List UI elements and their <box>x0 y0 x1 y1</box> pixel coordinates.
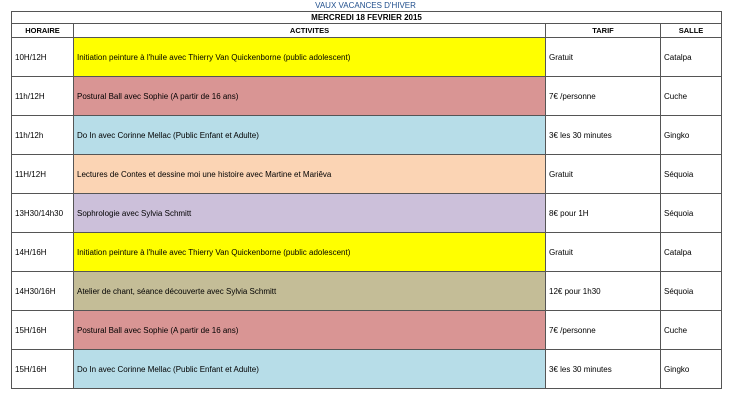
horaire-cell[interactable]: 14H/16H <box>12 233 74 272</box>
tarif-cell[interactable]: Gratuit <box>546 38 661 77</box>
tarif-cell[interactable]: 12€ pour 1h30 <box>546 272 661 311</box>
tarif-cell[interactable]: 3€ les 30 minutes <box>546 116 661 155</box>
table-row <box>12 77 722 116</box>
horaire-cell[interactable]: 15H/16H <box>12 350 74 389</box>
horaire-cell[interactable]: 10H/12H <box>12 38 74 77</box>
tarif-cell[interactable]: Gratuit <box>546 233 661 272</box>
activite-cell[interactable]: Do In avec Corinne Mellac (Public Enfant et Adulte) <box>74 116 546 155</box>
table-row <box>12 116 722 155</box>
horaire-cell[interactable]: 14H30/16H <box>12 272 74 311</box>
activite-cell[interactable]: Sophrologie avec Sylvia Schmitt <box>74 194 546 233</box>
tarif-cell[interactable]: 7€ /personne <box>546 311 661 350</box>
column-header-row <box>12 24 722 38</box>
column-header-horaire[interactable]: HORAIRE <box>12 24 74 38</box>
column-header-tarif[interactable]: TARIF <box>546 24 661 38</box>
table-row <box>12 350 722 389</box>
salle-cell[interactable]: Catalpa <box>661 38 722 77</box>
activite-cell[interactable]: Initiation peinture à l'huile avec Thierry Van Quickenborne (public adolescent) <box>74 233 546 272</box>
table-row <box>12 272 722 311</box>
tarif-cell[interactable]: Gratuit <box>546 155 661 194</box>
schedule-table <box>11 11 722 389</box>
column-header-salle[interactable]: SALLE <box>661 24 722 38</box>
tarif-cell[interactable]: 7€ /personne <box>546 77 661 116</box>
horaire-cell[interactable]: 11h/12h <box>12 116 74 155</box>
table-row <box>12 38 722 77</box>
activite-cell[interactable]: Postural Ball avec Sophie (A partir de 16 ans) <box>74 311 546 350</box>
salle-cell[interactable]: Gingko <box>661 350 722 389</box>
salle-cell[interactable]: Catalpa <box>661 233 722 272</box>
activite-cell[interactable]: Postural Ball avec Sophie (A partir de 16 ans) <box>74 77 546 116</box>
tarif-cell[interactable]: 3€ les 30 minutes <box>546 350 661 389</box>
activite-cell[interactable]: Initiation peinture à l'huile avec Thierry Van Quickenborne (public adolescent) <box>74 38 546 77</box>
salle-cell[interactable]: Séquoia <box>661 194 722 233</box>
date-row <box>12 12 722 24</box>
activite-cell[interactable]: Atelier de chant, séance découverte avec Sylvia Schmitt <box>74 272 546 311</box>
salle-cell[interactable]: Séquoia <box>661 272 722 311</box>
table-row <box>12 194 722 233</box>
horaire-cell[interactable]: 11h/12H <box>12 77 74 116</box>
horaire-cell[interactable]: 13H30/14h30 <box>12 194 74 233</box>
sheet-title: VAUX VACANCES D'HIVER <box>315 1 416 10</box>
salle-cell[interactable]: Séquoia <box>661 155 722 194</box>
activite-cell[interactable]: Do In avec Corinne Mellac (Public Enfant et Adulte) <box>74 350 546 389</box>
tarif-cell[interactable]: 8€ pour 1H <box>546 194 661 233</box>
horaire-cell[interactable]: 11H/12H <box>12 155 74 194</box>
date-cell[interactable]: MERCREDI 18 FEVRIER 2015 <box>12 12 722 24</box>
table-row <box>12 311 722 350</box>
horaire-cell[interactable]: 15H/16H <box>12 311 74 350</box>
column-header-activites[interactable]: ACTIVITES <box>74 24 546 38</box>
salle-cell[interactable]: Gingko <box>661 116 722 155</box>
table-row <box>12 155 722 194</box>
salle-cell[interactable]: Cuche <box>661 77 722 116</box>
activite-cell[interactable]: Lectures de Contes et dessine moi une histoire avec Martine et Mariêva <box>74 155 546 194</box>
salle-cell[interactable]: Cuche <box>661 311 722 350</box>
table-row <box>12 233 722 272</box>
